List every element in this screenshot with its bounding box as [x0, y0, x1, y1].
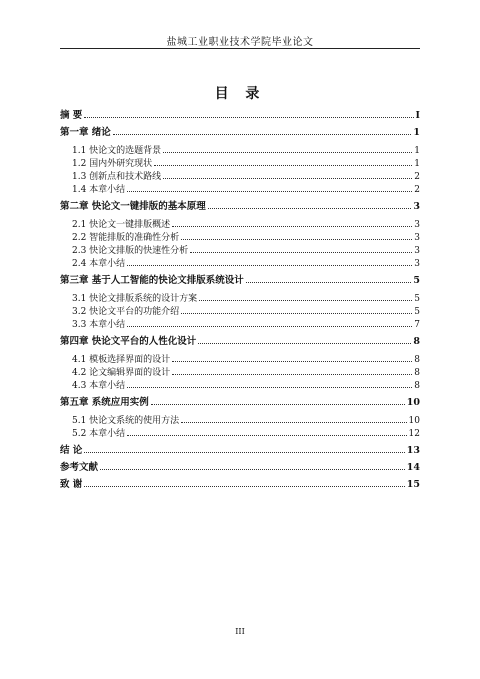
toc-entry-page: 1 — [414, 146, 420, 156]
toc-section-entry[interactable] — [60, 216, 420, 230]
toc-entry-page: 5 — [414, 294, 420, 304]
toc-section-entry[interactable] — [60, 425, 420, 439]
toc-section-entry[interactable] — [60, 351, 420, 365]
dot-leader — [199, 300, 412, 301]
dot-leader — [172, 374, 412, 375]
toc-entry-title: 3.2 快论文平台的功能介绍 — [72, 307, 180, 317]
toc-section-entry[interactable] — [60, 155, 420, 169]
dot-leader — [113, 134, 412, 135]
toc-section-entry[interactable] — [60, 242, 420, 256]
dot-leader — [163, 178, 412, 179]
toc-entry-page: 13 — [406, 445, 420, 456]
toc-entry-title: 5.1 快论文系统的使用方法 — [72, 416, 180, 426]
toc-entry-title: 参考文献 — [60, 462, 99, 473]
toc-entry-page: 3 — [414, 233, 420, 243]
toc-section-entry[interactable] — [60, 303, 420, 317]
toc-entry-page: 3 — [413, 201, 420, 212]
toc-entry-title: 4.2 论文编辑界面的设计 — [72, 368, 171, 378]
dot-leader — [127, 435, 406, 436]
dot-leader — [84, 452, 404, 453]
toc-title: 目 录 — [214, 86, 266, 102]
toc-entry-page: 1 — [414, 159, 420, 169]
dot-leader — [151, 404, 405, 405]
dot-leader — [181, 239, 412, 240]
toc-chapter-entry[interactable] — [60, 272, 420, 286]
dot-leader — [100, 469, 405, 470]
dot-leader — [84, 486, 404, 487]
dot-leader — [84, 117, 413, 118]
toc-entry-title: 第五章 系统应用实例 — [60, 397, 149, 408]
toc-entry-page: 14 — [406, 462, 420, 473]
toc-entry-title: 致 谢 — [60, 479, 83, 490]
toc-entry-title: 第四章 快论文平台的人性化设计 — [60, 336, 197, 347]
toc-section-entry[interactable] — [60, 142, 420, 156]
dot-leader — [198, 343, 411, 344]
toc-entry-page: 15 — [406, 479, 420, 490]
toc-entry-title: 4.3 本章小结 — [72, 381, 126, 391]
toc-entry-page: 2 — [414, 172, 420, 182]
toc-entry-page: 8 — [413, 336, 420, 347]
toc-section-entry[interactable] — [60, 229, 420, 243]
toc-section-entry[interactable] — [60, 290, 420, 304]
toc-chapter-entry[interactable] — [60, 107, 420, 121]
dot-leader — [172, 361, 412, 362]
toc-entry-title: 2.3 快论文排版的快速性分析 — [72, 246, 189, 256]
page-number: III — [235, 627, 245, 636]
toc-section-entry[interactable] — [60, 316, 420, 330]
toc-entry-page: 3 — [414, 220, 420, 230]
toc-chapter-entry[interactable] — [60, 333, 420, 347]
toc-entry-title: 4.1 模板选择界面的设计 — [72, 355, 171, 365]
running-header: 盐城工业职业技术学院毕业论文 — [166, 37, 314, 48]
toc-section-entry[interactable] — [60, 255, 420, 269]
toc-entry-title: 1.1 快论文的选题背景 — [72, 146, 162, 156]
toc-chapter-entry[interactable] — [60, 476, 420, 490]
toc-entry-title: 1.4 本章小结 — [72, 185, 126, 195]
dot-leader — [190, 252, 412, 253]
toc-entry-title: 1.3 创新点和技术路线 — [72, 172, 162, 182]
toc-chapter-entry[interactable] — [60, 124, 420, 138]
toc-section-entry[interactable] — [60, 412, 420, 426]
dot-leader — [246, 282, 412, 283]
header-rule — [60, 48, 420, 49]
toc-entry-title: 第一章 绪论 — [60, 127, 111, 138]
toc-entry-title: 2.1 快论文一键排版概述 — [72, 220, 171, 230]
dot-leader — [181, 422, 406, 423]
toc-entry-page: 3 — [414, 246, 420, 256]
toc-entry-title: 结 论 — [60, 445, 83, 456]
toc-entry-page: 10 — [406, 397, 420, 408]
toc-entry-title: 5.2 本章小结 — [72, 429, 126, 439]
toc-chapter-entry[interactable] — [60, 459, 420, 473]
toc-entry-page: 12 — [408, 429, 420, 439]
toc-entry-page: 2 — [414, 185, 420, 195]
toc-entry-page: 10 — [408, 416, 420, 426]
toc-entry-title: 3.1 快论文排版系统的设计方案 — [72, 294, 198, 304]
dot-leader — [181, 313, 412, 314]
toc-entry-title: 第三章 基于人工智能的快论文排版系统设计 — [60, 275, 244, 286]
toc-entry-title: 第二章 快论文一键排版的基本原理 — [60, 201, 206, 212]
toc-entry-page: I — [415, 110, 420, 121]
toc-section-entry[interactable] — [60, 181, 420, 195]
dot-leader — [154, 165, 412, 166]
toc-section-entry[interactable] — [60, 168, 420, 182]
toc-entry-page: 8 — [414, 355, 420, 365]
toc-entry-page: 3 — [414, 259, 420, 269]
toc-entry-title: 2.2 智能排版的准确性分析 — [72, 233, 180, 243]
dot-leader — [127, 265, 412, 266]
toc-entry-title: 摘 要 — [60, 110, 83, 121]
toc-entry-title: 1.2 国内外研究现状 — [72, 159, 153, 169]
toc-section-entry[interactable] — [60, 377, 420, 391]
toc-entry-page: 8 — [414, 368, 420, 378]
toc-chapter-entry[interactable] — [60, 394, 420, 408]
toc-section-entry[interactable] — [60, 364, 420, 378]
toc-entry-page: 5 — [414, 307, 420, 317]
dot-leader — [127, 387, 412, 388]
dot-leader — [208, 208, 412, 209]
toc-entry-page: 7 — [414, 320, 420, 330]
toc-entry-title: 2.4 本章小结 — [72, 259, 126, 269]
toc-chapter-entry[interactable] — [60, 198, 420, 212]
toc-entry-page: 1 — [413, 127, 420, 138]
toc-entry-page: 5 — [413, 275, 420, 286]
dot-leader — [172, 226, 412, 227]
toc-entry-title: 3.3 本章小结 — [72, 320, 126, 330]
toc-entry-page: 8 — [414, 381, 420, 391]
dot-leader — [163, 152, 412, 153]
dot-leader — [127, 326, 412, 327]
toc-chapter-entry[interactable] — [60, 442, 420, 456]
dot-leader — [127, 191, 412, 192]
